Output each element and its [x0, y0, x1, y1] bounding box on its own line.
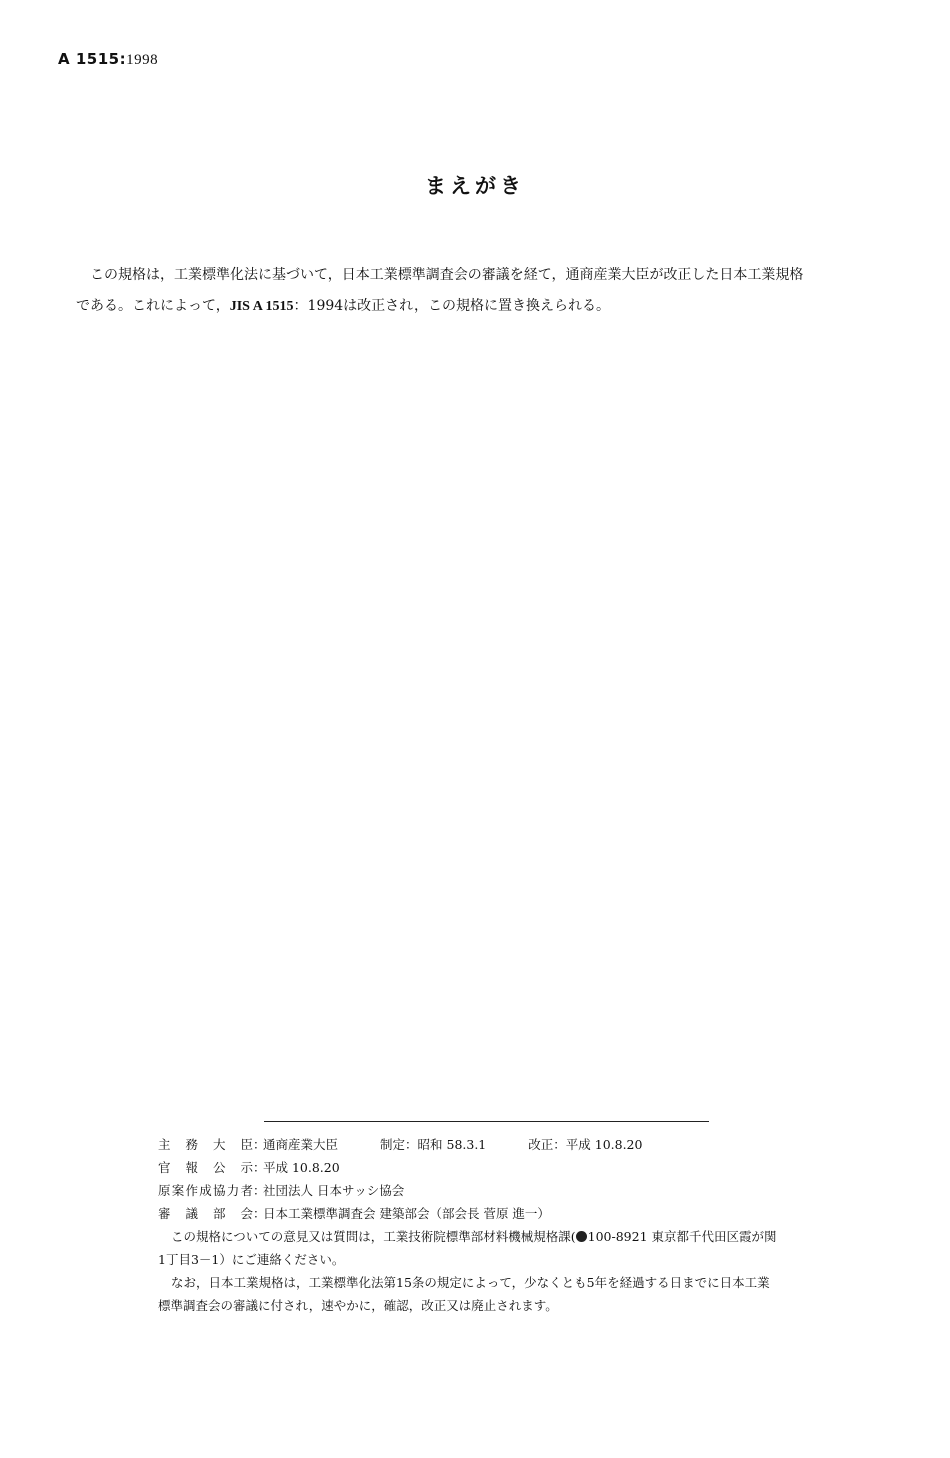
preface-paragraph [76, 260, 906, 322]
committee-colon: ： [253, 1206, 266, 1221]
established-label: 制定： [380, 1137, 418, 1152]
preface-line-1: この規格は，工業標準化法に基づいて，日本工業標準調査会の審議を経て，通商産業大臣が改正した日本工業規格 [90, 267, 804, 283]
preface-line-2 [76, 291, 906, 322]
committee-value: 日本工業標準調査会 建築部会（部会長 菅原 進一） [263, 1206, 550, 1221]
revised-label: 改正： [528, 1137, 566, 1152]
inquiry-note-line-1 [158, 1225, 828, 1248]
inquiry-text: この規格についての意見又は質問は，工業技術院標準部材料機械規格課( [171, 1229, 576, 1244]
collaborator-label: 原案作成協力者 [158, 1183, 253, 1198]
preface-line-2-start: である。これによって， [76, 298, 230, 314]
inquiry-address: 100-8921 東京都千代田区霞が関 [587, 1229, 777, 1244]
standard-code: A 1515 [58, 50, 120, 68]
minister-row [158, 1133, 828, 1156]
page-header [58, 50, 158, 69]
standard-info-block [158, 1133, 828, 1317]
collaborator-row [158, 1179, 828, 1202]
gazette-row [158, 1156, 828, 1179]
header-separator: : [119, 50, 127, 68]
preface-line-2-end: ：1994は改正され，この規格に置き換えられる。 [293, 298, 611, 314]
committee-row [158, 1202, 828, 1225]
inquiry-note-line-2: 1丁目3－1）にご連絡ください。 [158, 1252, 345, 1267]
gazette-label: 官報公示 [158, 1160, 253, 1175]
footer-divider [264, 1121, 709, 1122]
collaborator-value: 社団法人 日本サッシ協会 [263, 1183, 405, 1198]
established-date: 昭和 58.3.1 [417, 1137, 487, 1152]
review-note-line-1: なお，日本工業規格は，工業標準化法第15条の規定によって，少なくとも5年を経過する日までに日本工業 [171, 1275, 770, 1290]
page-title: まえがき [425, 173, 525, 198]
replaced-standard-code: JIS A 1515 [229, 299, 294, 314]
committee-label: 審議部会 [158, 1206, 253, 1221]
postal-mark-icon [576, 1231, 587, 1242]
minister-value: 通商産業大臣 [263, 1137, 339, 1152]
gazette-colon: ： [253, 1160, 266, 1175]
revised-date: 平成 10.8.20 [565, 1137, 643, 1152]
review-note-line-2: 標準調査会の審議に付され，速やかに，確認，改正又は廃止されます。 [158, 1298, 558, 1313]
collaborator-colon: ： [253, 1183, 266, 1198]
gazette-value: 平成 10.8.20 [263, 1160, 340, 1175]
standard-year: 1998 [126, 52, 159, 68]
minister-label: 主務大臣 [158, 1137, 253, 1152]
minister-colon: ： [253, 1137, 266, 1152]
